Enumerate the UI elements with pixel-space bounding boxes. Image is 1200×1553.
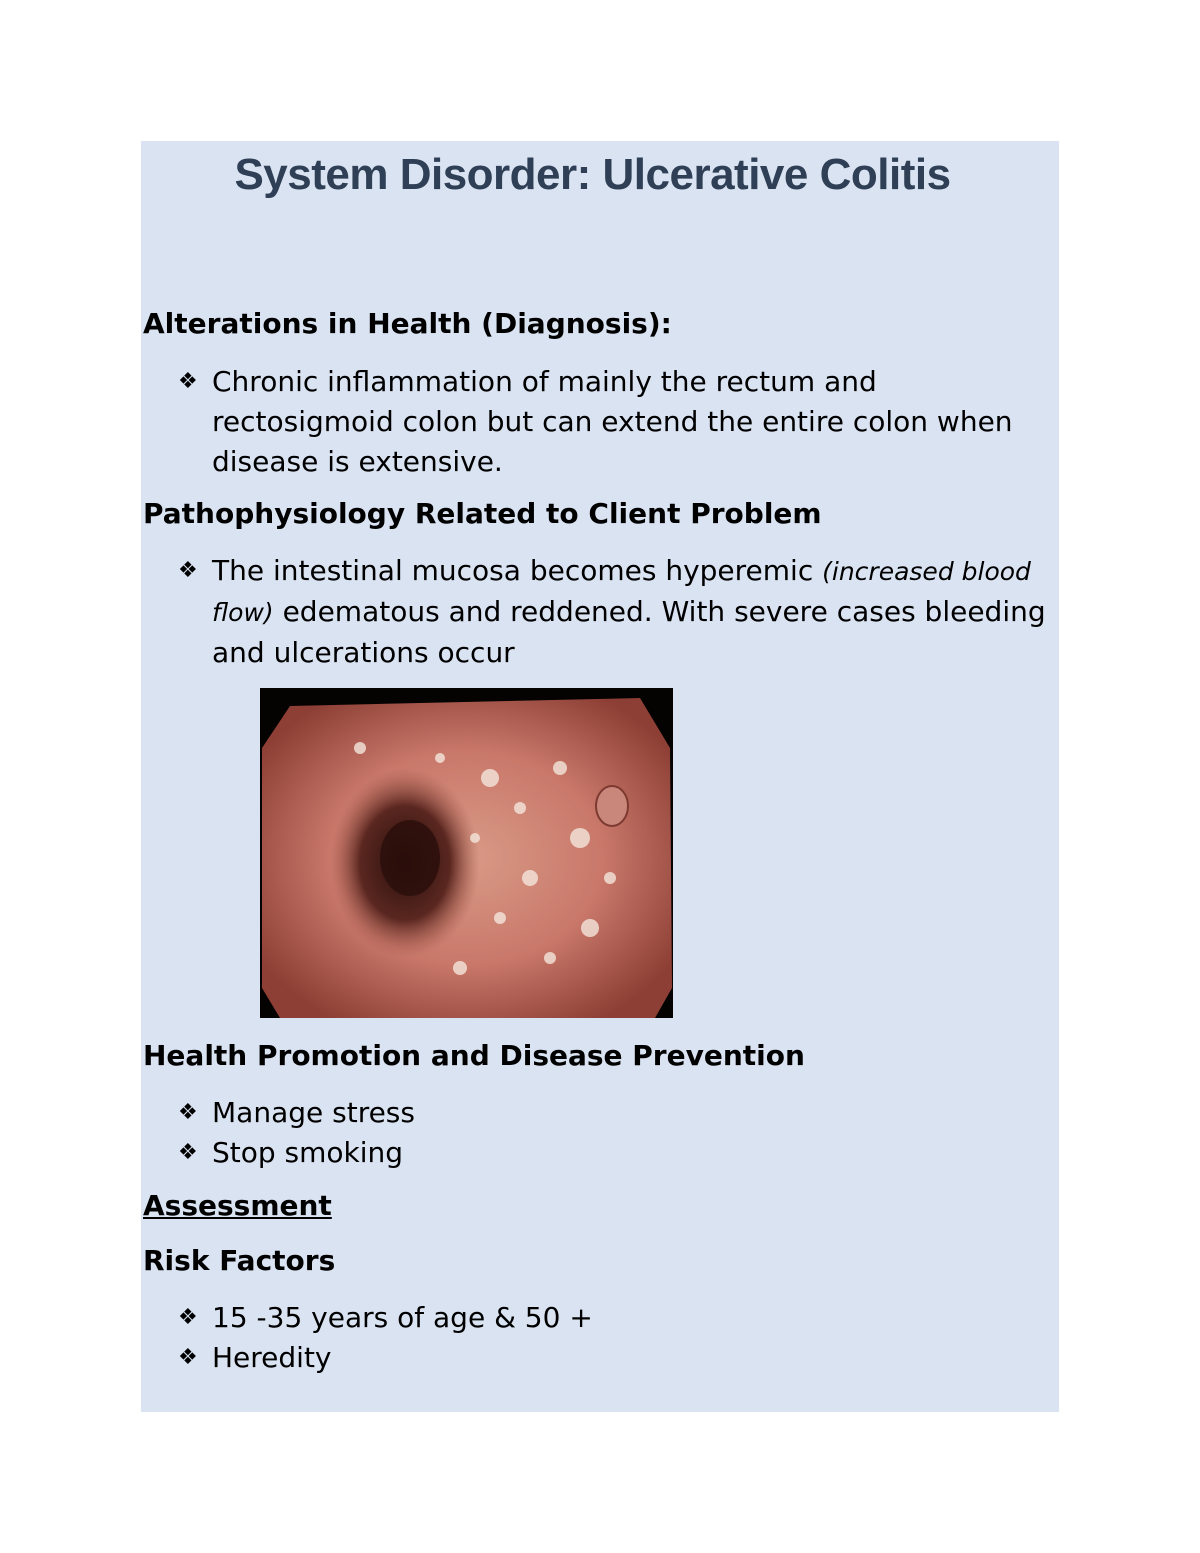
bullet-diamond-icon: ❖ [178, 1140, 198, 1165]
page-title: System Disorder: Ulcerative Colitis [234, 150, 951, 199]
pathophysiology-text-italic: (increased blood flow) [212, 557, 1031, 627]
list-item [178, 1133, 1048, 1173]
colon-endoscopy-image [260, 688, 673, 1018]
risk-factor-bullet-text: 15 -35 years of age & 50 + [212, 1301, 593, 1334]
list-item [178, 1093, 1048, 1133]
prevention-bullet-text: Manage stress [212, 1096, 415, 1129]
pathophysiology-bullet-text [212, 551, 1048, 673]
bullet-diamond-icon: ❖ [178, 1345, 198, 1370]
bullet-diamond-icon: ❖ [178, 1100, 198, 1125]
pathophysiology-text-end: edematous and reddened. With severe cases bleeding and ulcerations occur [212, 595, 1046, 669]
bullet-diamond-icon: ❖ [178, 558, 198, 583]
list-item [178, 1298, 1048, 1338]
pathophysiology-heading: Pathophysiology Related to Client Problem [143, 497, 822, 530]
list-item [178, 551, 1048, 673]
list-item [178, 362, 1048, 482]
diagnosis-bullet-text: Chronic inflammation of mainly the rectum and rectosigmoid colon but can extend the entire colon when disease is extensive. [212, 365, 1013, 478]
assessment-heading: Assessment [143, 1189, 332, 1222]
risk-factors-heading: Risk Factors [143, 1244, 336, 1277]
pathophysiology-text-start: The intestinal mucosa becomes hyperemic [212, 554, 814, 587]
list-item [178, 1338, 1048, 1378]
prevention-heading: Health Promotion and Disease Prevention [143, 1039, 805, 1072]
bullet-diamond-icon: ❖ [178, 1305, 198, 1330]
diagnosis-heading: Alterations in Health (Diagnosis): [143, 307, 672, 340]
bullet-diamond-icon: ❖ [178, 369, 198, 394]
prevention-bullet-text: Stop smoking [212, 1136, 404, 1169]
risk-factor-bullet-text: Heredity [212, 1341, 332, 1374]
